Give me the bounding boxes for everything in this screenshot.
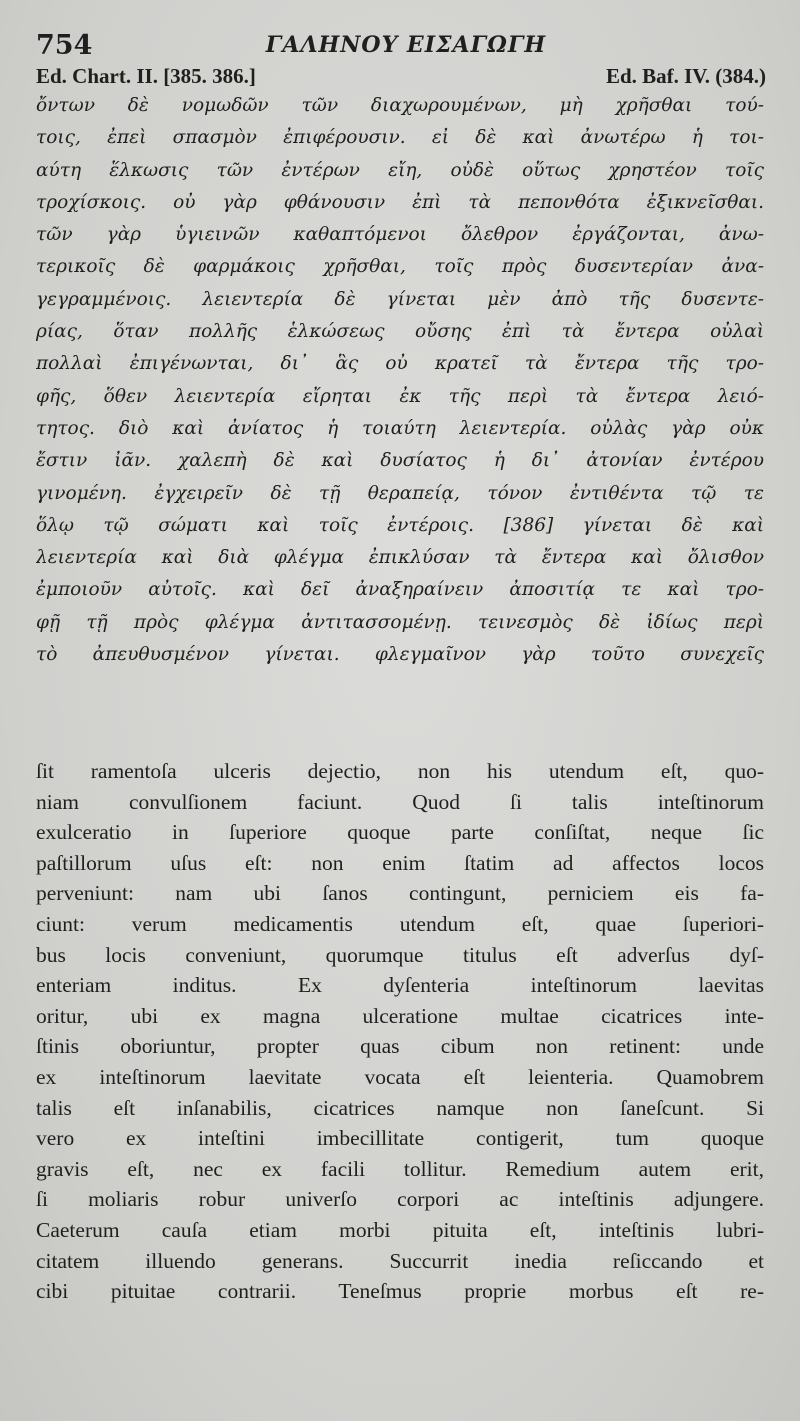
latin-line: exulceratio in ſuperiore quoque parte conſiſtat, neque ſic xyxy=(36,820,764,845)
latin-line: talis eſt inſanabilis, cicatrices namque non ſaneſcunt. Si xyxy=(36,1095,764,1120)
greek-line: φῇ τῇ πρὸς φλέγμα ἀντιτασσομένῃ. τεινεσμὸς δὲ ἰδίως περὶ xyxy=(36,611,764,633)
edition-chart-reference: Ed. Chart. II. [385. 386.] xyxy=(36,64,256,88)
latin-line: paſtillorum uſus eſt: non enim ſtatim ad affectos locos xyxy=(36,850,764,875)
greek-line: τὸ ἀπευθυσμένον γίνεται. φλεγμαῖνον γὰρ τοῦτο συνεχεῖς xyxy=(36,644,764,666)
latin-line: ſit ramentoſa ulceris dejectio, non his utendum eſt, quo- xyxy=(36,759,764,783)
latin-line: niam convulſionem faciunt. Quod ſi talis inteſtinorum xyxy=(36,789,764,814)
greek-line: ἔστιν ἰᾶν. χαλεπὴ δὲ καὶ δυσίατος ἡ δι᾽ ἀτονίαν ἐντέρου xyxy=(36,450,764,472)
latin-line: citatem illuendo generans. Succurrit inedia reſiccando et xyxy=(36,1248,764,1273)
edition-basel-reference: Ed. Baf. IV. (384.) xyxy=(605,64,766,88)
latin-line: ſtinis oboriuntur, propter quas cibum non retinent: unde xyxy=(36,1034,764,1059)
greek-line: ὄντων δὲ νομωδῶν τῶν διαχωρουμένων, μὴ χρῆσθαι τού- xyxy=(36,95,764,116)
greek-line: γινομένη. ἐγχειρεῖν δὲ τῇ θεραπείᾳ, τόνον ἐντιθέντα τῷ τε xyxy=(36,482,764,504)
greek-line: τοις, ἐπεὶ σπασμὸν ἐπιφέρουσιν. εἰ δὲ καὶ ἀνωτέρω ἡ τοι- xyxy=(36,127,764,149)
greek-line: ρίας, ὅταν πολλῆς ἑλκώσεως οὔσης ἐπὶ τὰ ἔντερα οὐλαὶ xyxy=(36,321,764,343)
latin-line: cibi pituitae contrarii. Teneſmus proprie morbus eſt re- xyxy=(36,1279,764,1304)
latin-line: oritur, ubi ex magna ulceratione multae cicatrices inte- xyxy=(36,1003,764,1028)
greek-line: γεγραμμένοις. λειεντερία δὲ γίνεται μὲν ἀπὸ τῆς δυσεντε- xyxy=(36,288,764,310)
latin-line: perveniunt: nam ubi ſanos contingunt, perniciem eis fa- xyxy=(36,881,764,906)
latin-line: enteriam inditus. Ex dyſenteria inteſtinorum laevitas xyxy=(36,973,764,998)
latin-line: vero ex inteſtini imbecillitate contigerit, tum quoque xyxy=(36,1126,764,1151)
greek-line: φῆς, ὅθεν λειεντερία εἴρηται ἐκ τῆς περὶ τὰ ἔντερα λειό- xyxy=(36,385,764,407)
greek-line: τερικοῖς δὲ φαρμάκοις χρῆσθαι, τοῖς πρὸς δυσεντερίαν ἀνα- xyxy=(36,256,764,278)
running-title: ΓΑΛΗΝΟΥ ΕΙΣΑΓΩΓΗ xyxy=(265,32,547,58)
greek-line: ὅλῳ τῷ σώματι καὶ τοῖς ἐντέροις. [386] γίνεται δὲ καὶ xyxy=(36,514,764,536)
page-number: 754 xyxy=(36,30,93,61)
page-header xyxy=(36,30,776,64)
latin-line: ex inteſtinorum laevitate vocata eſt leienteria. Quamobrem xyxy=(36,1064,764,1089)
latin-line: bus locis conveniunt, quorumque titulus eſt adverſus dyſ- xyxy=(36,942,764,967)
latin-line: ſi moliaris robur univerſo corpori ac inteſtinis adjungere. xyxy=(36,1187,764,1212)
latin-translation-block xyxy=(36,756,764,1307)
latin-line: Caeterum cauſa etiam morbi pituita eſt, inteſtinis lubri- xyxy=(36,1217,764,1242)
greek-line: αύτη ἕλκωσις τῶν ἐντέρων εἴη, οὐδὲ οὕτως χρηστέον τοῖς xyxy=(36,159,764,181)
greek-line: λειεντερία καὶ διὰ φλέγμα ἐπικλύσαν τὰ ἔντερα καὶ ὄλισθον xyxy=(36,547,764,569)
greek-line: ἐμποιοῦν αὐτοῖς. καὶ δεῖ ἀναξηραίνειν ἀποσιτίᾳ τε καὶ τρο- xyxy=(36,579,764,601)
latin-line: ciunt: verum medicamentis utendum eſt, quae ſuperiori- xyxy=(36,911,764,936)
greek-line: πολλαὶ ἐπιγένωνται, δι᾽ ἃς οὐ κρατεῖ τὰ ἔντερα τῆς τρο- xyxy=(36,353,764,375)
latin-line: gravis eſt, nec ex facili tollitur. Remedium autem erit, xyxy=(36,1156,764,1181)
greek-line: τητος. διὸ καὶ ἀνίατος ἡ τοιαύτη λειεντερία. οὐλὰς γὰρ οὐκ xyxy=(36,417,764,439)
greek-line: τροχίσκοις. οὐ γὰρ φθάνουσιν ἐπὶ τὰ πεπονθότα ἐξικνεῖσθαι. xyxy=(36,191,764,213)
greek-text-block xyxy=(36,90,764,671)
greek-line: τῶν γὰρ ὑγιεινῶν καθαπτόμενοι ὄλεθρον ἐργάζονται, ἀνω- xyxy=(36,224,764,246)
